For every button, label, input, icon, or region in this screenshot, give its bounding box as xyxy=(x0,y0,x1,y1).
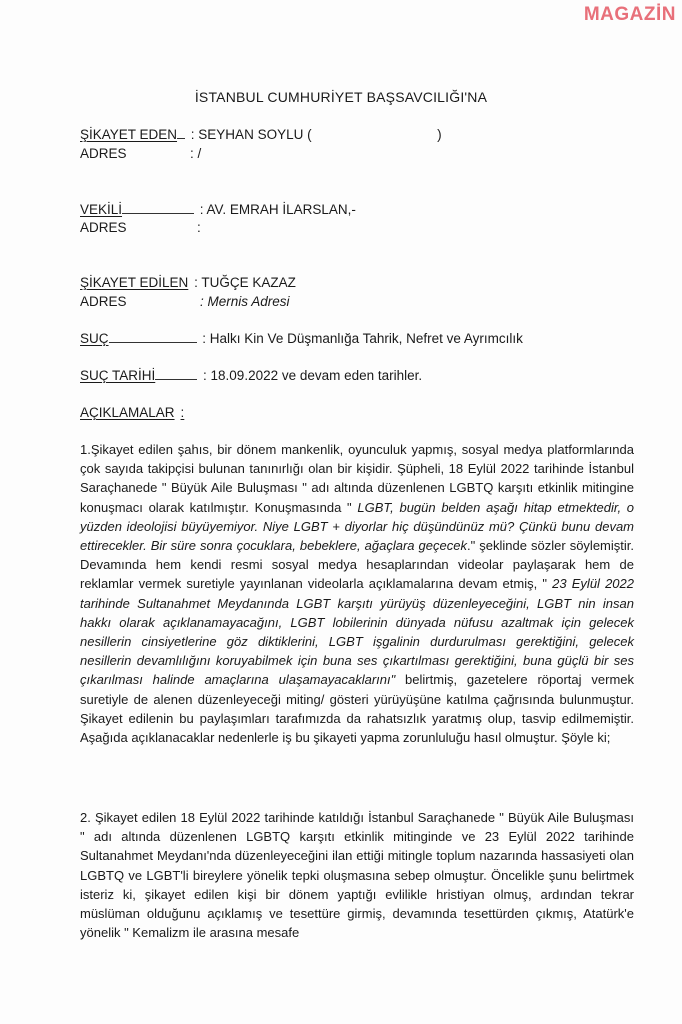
attorney-value: : AV. EMRAH İLARSLAN,- xyxy=(199,202,356,217)
defendant-value: : TUĞÇE KAZAZ xyxy=(194,275,296,290)
paragraph-2: 2. Şikayet edilen 18 Eylül 2022 tarihinde katıldığı İstanbul Saraçhanede " Büyük Aile Buluşması " adı altında düzenlenen LGBTQ karşıtı etkinlik mitinginde ve 23 Eylül 2022 tarihinde Sultanahmet Meydanı'nda düzenleyeceğini ilan ettiği mitingle toplum nazarında hassasiyeti olan LGBTQ ve LGBT'li bireylere yönelik tepki oluşmasına sebep olmuştur. Öncelikle şunu belirtmek isteriz ki, şikayet edilen kişi bir dönem yaptığı evlilikle hristiyan olmuş, ardından tekrar müslüman olduğunu açıklamış ve tesettüre girmiş, devamında tesettürden çıkmış, Atatürk'e yönelik " Kemalizm ile arasına mesafe xyxy=(80,810,634,941)
explanations-heading xyxy=(80,405,184,420)
address3-label: ADRES xyxy=(80,294,127,309)
watermark-logo: MAGAZİN xyxy=(583,4,676,25)
crime-date-row xyxy=(80,368,422,383)
explanations-label: AÇIKLAMALAR xyxy=(80,405,175,420)
attorney-label: VEKİLİ xyxy=(80,202,123,217)
address2-value: : xyxy=(197,220,201,235)
complainant-close: ) xyxy=(437,127,442,142)
p1-text-c: ." şeklinde sözler söylemiştir. Devamında hem kendi resmi sosyal medya hesaplarından videolar paylaşarak hem de reklamlar vermek suretiyle yayınlanan videolarla açıklamalarına devam etmiş, " xyxy=(80,538,634,592)
address2-row xyxy=(80,220,201,235)
crime-date-label: SUÇ TARİHİ xyxy=(80,368,156,383)
document-title: İSTANBUL CUMHURİYET BAŞSAVCILIĞI'NA xyxy=(194,89,488,105)
address2-label: ADRES xyxy=(80,220,127,235)
crime-label: SUÇ xyxy=(80,331,109,346)
p1-quote-1: LGBT, bugün belden aşağı hitap etmektedir, o yüzden ideolojisi büyüyemiyor. Niye LGBT + diyorlar hiç düşündünüz mü? Çünkü bunu devam ettirecekler. Bir süre sonra çocuklara, bebeklere, ağaçlara geçecek xyxy=(80,499,634,554)
address3-value: : Mernis Adresi xyxy=(200,294,290,309)
defendant-row xyxy=(80,275,296,290)
explanations-colon: : xyxy=(180,405,185,420)
crime-value: : Halkı Kin Ve Düşmanlığa Tahrik, Nefret ve Ayrımcılık xyxy=(202,331,523,346)
address1-row xyxy=(80,146,201,161)
address1-label: ADRES xyxy=(80,146,127,161)
complainant-label: ŞİKAYET EDEN xyxy=(80,127,178,142)
p1-text-a: 1.Şikayet edilen şahıs, bir dönem mankenlik, oyunculuk yapmış, sosyal medya platformlarında çok sayıda takipçisi bulunan tanınırlığı olan bir kişidir. Şüpheli, 18 Eylül 2022 tarihinde İstanbul Saraçhanede " Büyük Aile Buluşması " adı altında düzenlenen LGBTQ karşıtı etkinlik mitingine konuşmacı olarak katılmıştır. Konuşmasında " xyxy=(80,442,634,515)
underline xyxy=(155,378,197,380)
complainant-row xyxy=(80,127,442,142)
p1-quote-2: 23 Eylül 2022 tarihinde Sultanahmet Meydanında LGBT karşıtı yürüyüş düzenleyeceğini, LGBT nin insan hakkı olarak açıklanamayacağını, LGBT lobilerinin dünyada nüfusu azaltmak için gelecek nesillerin cinsiyetlerine göz diktiklerini, LGBT işgalinin durdurulması gerektiğini, gelecek nesillerin devamlılığını koruyabilmek için buna ses çıkartılması gerektiğini, buna güçlü bir ses çıkarılması halinde amaçlarına ulaşamayacaklarını" xyxy=(80,576,634,688)
p1-text-e: belirtmiş, gazetelere röportaj vermek suretiyle de alenen düzenleyeceği miting/ gösteri yürüyüşüne katılma çağrısında bulunmuştur. Şikayet edilenin bu paylaşımları tarafımızda da rahatsızlık yaratmış olup, tasvip edilmemiştir. Aşağıda açıklanacaklar nedenlerle iş bu şikayeti yapma zorunluluğu hasıl olmuştur. Şöyle ki; xyxy=(80,672,634,746)
underline xyxy=(109,341,197,343)
attorney-row xyxy=(80,202,356,217)
address3-row xyxy=(80,294,290,309)
crime-row xyxy=(80,331,523,346)
address1-value: : / xyxy=(190,146,202,161)
complainant-value: : SEYHAN SOYLU ( xyxy=(190,127,312,142)
underline xyxy=(177,137,185,139)
paragraph-1 xyxy=(80,440,634,747)
underline xyxy=(122,212,194,214)
crime-date-value: : 18.09.2022 ve devam eden tarihler. xyxy=(203,368,423,383)
defendant-label: ŞİKAYET EDİLEN xyxy=(80,275,189,290)
